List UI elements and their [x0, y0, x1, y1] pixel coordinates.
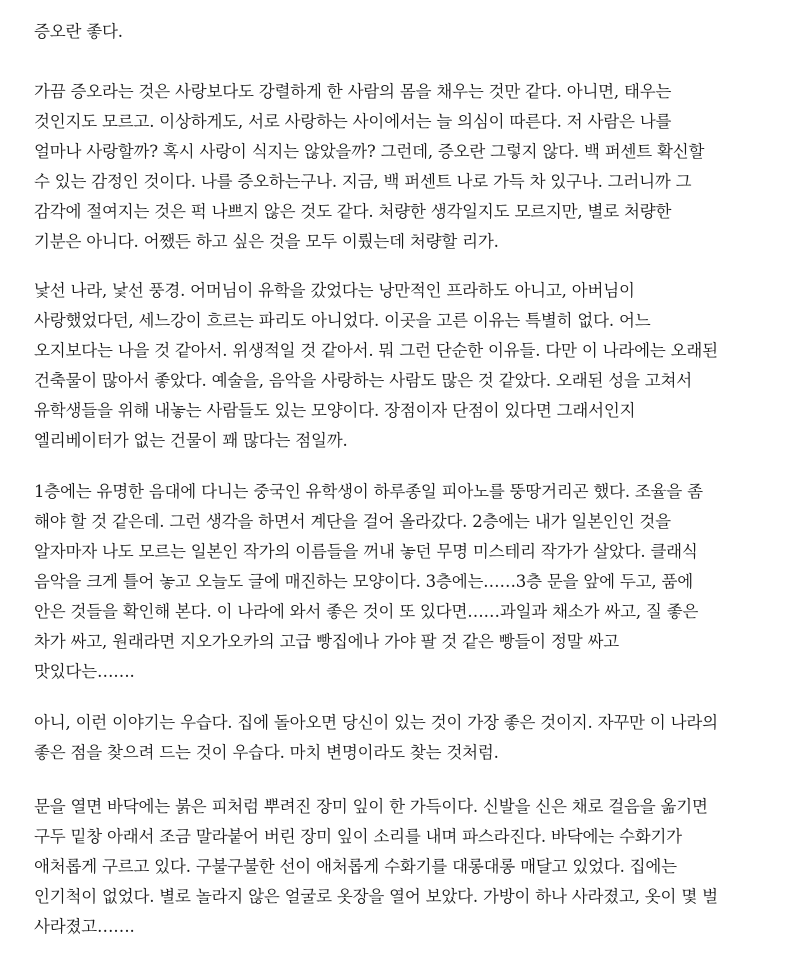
paragraph-foreign-country — [34, 276, 782, 456]
text-line: 감각에 절여지는 것은 퍽 나쁘지 않은 것도 같다. 처량한 생각일지도 모르지만, 별로 처량한 — [34, 202, 672, 221]
text-line: 인기척이 없었다. 별로 놀라지 않은 얼굴로 옷장을 열어 보았다. 가방이 하나 사라졌고, 옷이 몇 벌 — [34, 887, 718, 906]
text-line: 수 있는 감정인 것이다. 나를 증오하는구나. 지금, 백 퍼센트 나로 가득 차 있구나. 그러니까 그 — [34, 172, 692, 191]
text-line: 해야 할 것 같은데. 그런 생각을 하면서 계단을 걸어 올라갔다. 2층에는 내가 일본인인 것을 — [34, 512, 671, 531]
text-line: 것인지도 모르고. 이상하게도, 서로 사랑하는 사이에서는 늘 의심이 따른다. 저 사람은 나를 — [34, 112, 672, 131]
paragraph-excuses — [34, 708, 782, 768]
text-line: 좋은 점을 찾으려 드는 것이 우습다. 마치 변명이라도 찾는 것처럼. — [34, 743, 499, 762]
text-line: 유학생들을 위해 내놓는 사람들도 있는 모양이다. 장점이자 단점이 있다면 그래서인지 — [34, 401, 636, 420]
text-line: 문을 열면 바닥에는 붉은 피처럼 뿌려진 장미 잎이 한 가득이다. 신발을 신은 채로 걸음을 옮기면 — [34, 797, 708, 816]
text-line: 차가 싸고, 원래라면 지오가오카의 고급 빵집에나 가야 팔 것 같은 빵들이 정말 싸고 — [34, 632, 619, 651]
text-line: 애처롭게 구르고 있다. 구불구불한 선이 애처롭게 수화기를 대롱대롱 매달고 있었다. 집에는 — [34, 857, 677, 876]
text-line: 엘리베이터가 없는 건물이 꽤 많다는 점일까. — [34, 431, 348, 450]
text-line: 낯선 나라, 낯선 풍경. 어머님이 유학을 갔었다는 낭만적인 프라하도 아니고, 아버님이 — [34, 281, 635, 300]
paragraph-hatred — [34, 77, 782, 257]
text-line: 아니, 이런 이야기는 우습다. 집에 돌아오면 당신이 있는 것이 가장 좋은 것이지. 자꾸만 이 나라의 — [34, 713, 718, 732]
text-line: 오지보다는 나을 것 같아서. 위생적일 것 같아서. 뭐 그런 단순한 이유들. 다만 이 나라에는 오래된 — [34, 341, 718, 360]
text-line: 기분은 아니다. 어쨌든 하고 싶은 것을 모두 이뤘는데 처량할 리가. — [34, 232, 499, 251]
text-line: 알자마자 나도 모르는 일본인 작가의 이름들을 꺼내 놓던 무명 미스테리 작가가 살았다. 클래식 — [34, 542, 698, 561]
text-line: 구두 밑창 아래서 조금 말라붙어 버린 장미 잎이 소리를 내며 파스라진다. 바닥에는 수화기가 — [34, 827, 682, 846]
text-line: 음악을 크게 틀어 놓고 오늘도 글에 매진하는 모양이다. 3층에는……3층 문을 앞에 두고, 품에 — [34, 572, 693, 591]
text-line: 안은 것들을 확인해 본다. 이 나라에 와서 좋은 것이 또 있다면……과일과 채소가 싸고, 질 좋은 — [34, 602, 699, 621]
paragraph-opening — [34, 17, 782, 47]
text-line: 증오란 좋다. — [34, 22, 123, 41]
text-line: 얼마나 사랑할까? 혹시 사랑이 식지는 않았을까? 그런데, 증오란 그렇지 않다. 백 퍼센트 확신할 — [34, 142, 705, 161]
paragraph-building-floors — [34, 477, 782, 687]
text-line: 1층에는 유명한 음대에 다니는 중국인 유학생이 하루종일 피아노를 뚱땅거리곤 했다. 조율을 좀 — [34, 482, 703, 501]
text-line: 사랑했었다던, 세느강이 흐르는 파리도 아니었다. 이곳을 고른 이유는 특별히 없다. 어느 — [34, 311, 651, 330]
paragraph-rose-petals — [34, 792, 782, 942]
text-line: 건축물이 많아서 좋았다. 예술을, 음악을 사랑하는 사람도 많은 것 같았다. 오래된 성을 고쳐서 — [34, 371, 693, 390]
text-line: 가끔 증오라는 것은 사랑보다도 강렬하게 한 사람의 몸을 채우는 것만 같다. 아니면, 태우는 — [34, 82, 672, 101]
text-line: 사라졌고……. — [34, 917, 135, 936]
text-line: 맛있다는……. — [34, 662, 135, 681]
